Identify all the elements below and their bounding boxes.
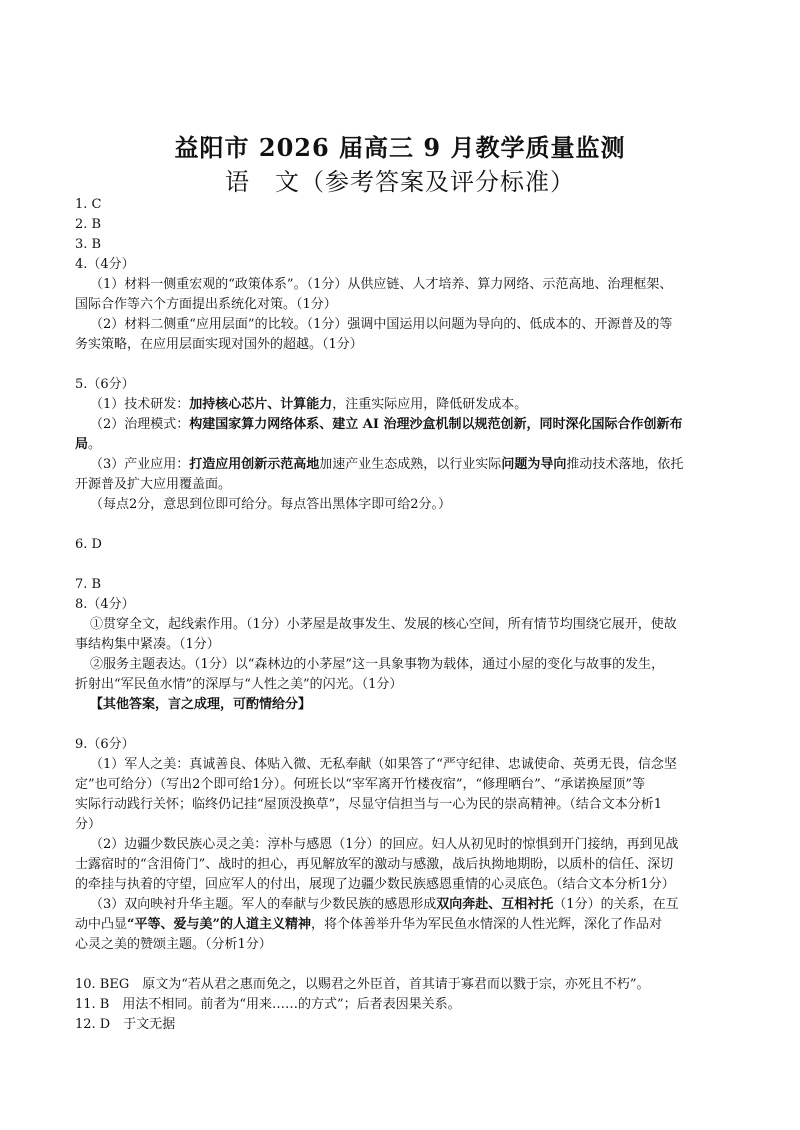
answer-q5-point1 (75, 395, 730, 415)
answer-q4-point1-line2: 国际合作等六个方面提出系统化对策。（1分） (75, 297, 337, 312)
answer-q9-point3-lead2: 动中凸显 (75, 917, 128, 932)
answer-q3: 3. B (75, 237, 102, 252)
answer-q9-point3-key: 双向奔赴、互相衬托 (436, 897, 554, 912)
answer-q5-point2-label: （2）治理模式： (90, 417, 190, 432)
answer-q9-point1-line2: 定”也可给分）（写出2个即可给1分）。何班长以“宰军离开竹楼夜宿”，“修理晒台”、“承诺换屋顶”等 (75, 777, 646, 792)
answer-q9-point3-line3: 心灵之美的赞颂主题。（分析1分） (75, 937, 272, 952)
answer-q5-point1-label: （1）技术研发： (90, 397, 190, 412)
answer-q5-point3-mid: 加速产业生态成熟，以行业实际 (319, 457, 502, 472)
answer-list (75, 195, 730, 1035)
answer-q5-scoring-note: （每点2分，意思到位即可给分。每点答出黑体字即可给2分。） (90, 497, 452, 512)
answer-q9-point1-line1: （1）军人之美：真诚善良、体贴入微、无私奉献（如果答了“严守纪律、忠诚使命、英勇无畏，信念坚 (90, 757, 677, 772)
answer-q4-heading: 4.（4分） (75, 257, 135, 272)
answer-q5-point3-line1 (75, 455, 730, 475)
answer-q5-point1-rest: ，注重实际应用，降低研发成本。 (332, 397, 528, 412)
answer-q5-point2-key-end: 局 (75, 437, 89, 452)
page-title: 益阳市 2026 届高三 9 月教学质量监测 (174, 133, 626, 162)
page-subtitle: 语 文（参考答案及评分标准） (225, 168, 575, 196)
answer-q5-heading: 5.（6分） (75, 377, 135, 392)
answer-q10: 10. BEG 原文为“若从君之惠而免之，以赐君之外臣首，首其请于寡君而以戮于宗，亦死且不朽”。 (75, 977, 650, 992)
answer-q9-heading: 9.（6分） (75, 737, 135, 752)
answer-q5-point2-period: 。 (88, 437, 102, 452)
answer-q5-point1-key: 加持核心芯片、计算能力 (189, 397, 333, 412)
answer-q9-point3-rest2: ，将个体善举升华为军民鱼水情深的人性光辉，深化了作品对 (310, 917, 662, 932)
answer-q9-point1-line4: 分） (75, 817, 102, 832)
answer-q8-point2-line1: ②服务主题表达。（1分）以“森林边的小茅屋”这一具象事物为载体，通过小屋的变化与故事的发生， (90, 657, 665, 672)
answer-q5-point2-line2 (75, 435, 730, 455)
answer-q11: 11. B 用法不相同。前者为“用来……的方式”；后者表因果关系。 (75, 997, 461, 1012)
answer-q8-scoring-note: 【其他答案，言之成理，可酌情给分】 (90, 697, 312, 712)
answer-q9-point3-line1 (75, 895, 730, 915)
answer-q8-point2-line2: 折射出“军民鱼水情”的深厚与“人性之美”的闪光。（1分） (75, 677, 403, 692)
answer-q5-point3-line2: 开源普及扩大应用覆盖面。 (75, 477, 232, 492)
answer-q6: 6. D (75, 537, 102, 552)
answer-q9-point3-line2 (75, 915, 730, 935)
answer-q9-point2-line2: 士露宿时的“含泪倚门”、战时的担心，再见解放军的激动与感激，战后执拗地期盼，以质朴的信任、深切 (75, 857, 674, 872)
answer-q5-point3-label: （3）产业应用： (90, 457, 190, 472)
answer-q2: 2. B (75, 217, 102, 232)
answer-q5-point2-key: 构建国家算力网络体系、建立 AI 治理沙盒机制以规范创新，同时深化国际合作创新布 (189, 417, 683, 432)
answer-q7: 7. B (75, 577, 102, 592)
answer-q9-point2-line1: （2）边疆少数民族心灵之美：淳朴与感恩（1分）的回应。妇人从初见时的惊惧到开门接纳，再到见战 (90, 837, 679, 852)
answer-q1: 1. C (75, 197, 102, 212)
answer-q5-point3-rest: 推动技术落地，依托 (566, 457, 684, 472)
answer-q9-point3-rest: （1分）的关系，在互 (553, 897, 679, 912)
answer-q8-heading: 8.（4分） (75, 597, 135, 612)
answer-q9-point3-key2: “平等、爱与美”的人道主义精神 (127, 917, 311, 932)
answer-q12: 12. D 于文无据 (75, 1017, 176, 1032)
answer-q4-point2-line1: （2）材料二侧重“应用层面”的比较。（1分）强调中国运用以问题为导向的、低成本的、开源普及的等 (90, 317, 673, 332)
answer-q8-point1-line1: ①贯穿全文，起线索作用。（1分）小茅屋是故事发生、发展的核心空间，所有情节均围绕它展开，使故 (90, 617, 677, 632)
answer-q5-point2-line1 (75, 415, 730, 435)
answer-q4-point2-line2: 务实策略，在应用层面实现对国外的超越。（1分） (75, 337, 363, 352)
answer-q8-point1-line2: 事结构集中紧凑。（1分） (75, 637, 220, 652)
answer-q5-point3-key: 打造应用创新示范高地 (189, 457, 320, 472)
answer-q9-point1-line3: 实际行动践行关怀；临终仍记挂“屋顶没换草”，尽显守信担当与一心为民的崇高精神。（结合文本分析1 (75, 797, 663, 812)
answer-q9-point3-lead: （3）双向映衬升华主题。军人的奉献与少数民族的感恩形成 (90, 897, 437, 912)
answer-q5-point3-key2: 问题为导向 (501, 457, 567, 472)
answer-q4-point1-line1: （1）材料一侧重宏观的“政策体系”。（1分）从供应链、人才培养、算力网络、示范高地、治理框架、 (90, 277, 673, 292)
answer-q9-point2-line3: 的牵挂与执着的守望，回应军人的付出，展现了边疆少数民族感恩重情的心灵底色。（结合文本分析1分） (75, 877, 675, 892)
